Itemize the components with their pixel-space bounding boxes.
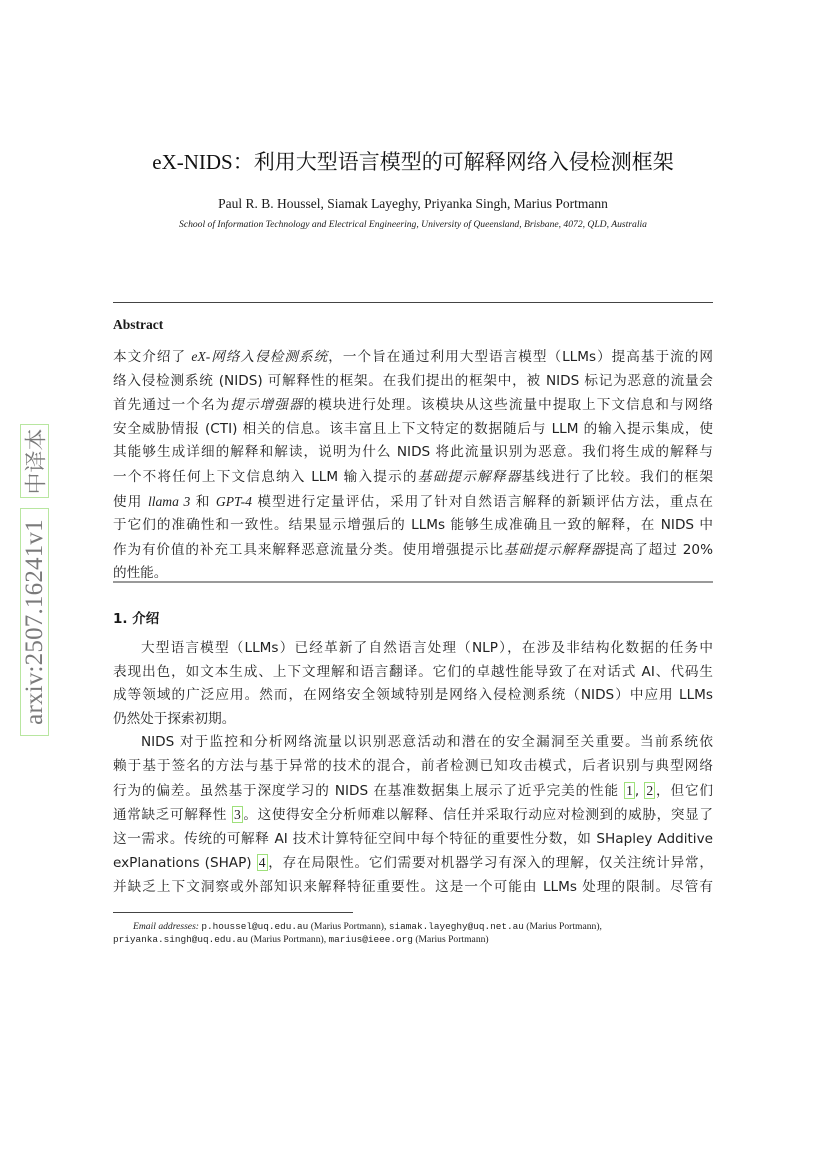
paper-title: eX-NIDS：利用大型语言模型的可解释网络入侵检测框架 <box>152 150 674 174</box>
abstract-line: 首先通过一个名为提示增强器的模块进行处理。该模块从这些流量中提取上下文信息和与网络 <box>113 397 714 414</box>
abstract-line: 一个不将任何上下文信息纳入 LLM 输入提示的基础提示解释器基线进行了比较。我们的框架 <box>113 468 714 485</box>
affiliation: School of Information Technology and Electrical Engineering, University of Queensland, Brisbane, 4072, QLD, Australia <box>179 219 647 230</box>
email-link[interactable]: p.houssel@uq.edu.au <box>201 921 309 932</box>
abstract-line: 络入侵检测系统 (NIDS) 可解释性的框架。在我们提出的框架中，被 NIDS 标记为恶意的流量会 <box>113 372 713 389</box>
email-link[interactable]: priyanka.singh@uq.edu.au <box>113 934 249 945</box>
email-link[interactable]: siamak.layeghy@uq.net.au <box>388 921 524 932</box>
translation-label: 中译本 <box>24 427 50 495</box>
abstract-line: 的性能。 <box>113 565 168 582</box>
translation-stamp[interactable] <box>20 424 49 498</box>
email-owner: (Marius Portmann) <box>415 934 489 945</box>
citation-link-4[interactable]: 4 <box>258 855 266 871</box>
intro-paragraph-1: 大型语言模型（LLMs）已经革新了自然语言处理（NLP），在涉及非结构化数据的任务中 表现出色，如文本生成、上下文理解和语言翻译。它们的卓越性能导致了在对话式 AI、代码生 成等领域的广泛应用。然而，在网络安全领域特别是网络入侵检测系统（NIDS）中应用 LLMs 仍然处于探索初期。 <box>113 640 713 727</box>
abstract-line: 使用 llama 3 和 GPT-4 模型进行定量评估，采用了针对自然语言解释的新颖评估方法，重点在 <box>113 493 713 510</box>
abstract-bottom-rule <box>113 581 713 583</box>
arxiv-id: arxiv:2507.16241v1 <box>20 519 48 725</box>
email-label: Email addresses: <box>133 921 199 932</box>
footnote-rule <box>113 912 353 913</box>
section-heading-introduction: 1. 介绍 <box>113 611 160 627</box>
abstract-line: 于它们的准确性和一致性。结果显示增强后的 LLMs 能够生成准确且一致的解释，在 NIDS 中 <box>113 517 713 534</box>
abstract-line: 作为有价值的补充工具来解释恶意流量分类。使用增强提示比基础提示解释器提高了超过 20% <box>113 541 714 558</box>
email-owner: (Marius Portmann), <box>526 921 602 932</box>
arxiv-id-stamp[interactable] <box>20 508 49 736</box>
email-owner: (Marius Portmann), <box>310 921 387 932</box>
abstract-line: 安全威胁情报 (CTI) 相关的信息。该丰富且上下文特定的数据随后与 LLM 的输入提示集成，使 <box>113 420 713 437</box>
email-link[interactable]: marius@ieee.org <box>328 934 413 945</box>
citation-link-1[interactable]: 1 <box>626 782 633 798</box>
introduction-body <box>113 637 713 900</box>
abstract-line: 其能够生成详细的解释和解读，说明为什么 NIDS 将此流量识别为恶意。我们将生成的解释与 <box>113 444 713 461</box>
author-list: Paul R. B. Houssel, Siamak Layeghy, Priyanka Singh, Marius Portmann <box>218 196 608 211</box>
email-footnote <box>113 920 713 946</box>
abstract-line: 本文介绍了 eX-网络入侵检测系统，一个旨在通过利用大型语言模型（LLMs）提高基于流的网 <box>113 349 713 365</box>
abstract-heading: Abstract <box>113 317 164 332</box>
abstract-top-rule <box>113 302 713 303</box>
email-owner: (Marius Portmann), <box>250 934 327 945</box>
citation-link-3[interactable]: 3 <box>233 807 241 823</box>
abstract-body <box>113 345 713 586</box>
intro-paragraph-2: NIDS 对于监控和分析网络流量以识别恶意活动和潜在的安全漏洞至关重要。当前系统依 赖于基于签名的方法与基于异常的技术的混合，前者检测已知攻击模式，后者识别与典型网络 行为的偏差。虽然基于深度学习的 NIDS 在基准数据集上展示了近乎完美的性能 1 , 2 ，但它们 通常缺乏可解释性 3 。这使得安全分析师难以解释、信任并采取行动应对检测到的威胁，突显了 这一需求。传统的可解释 AI 技术计算特征空间中每个特征的重要性分数，如 SHapley Additive exPlanations (SHAP) 4 ，存在局限性。它们需要对机器学习有深入的理解，仅关注统计异常， 并缺乏上下文洞察或外部知识来解释特征重要性。这是一个可能由 LLMs 处理的限制。尽管有 <box>113 734 714 895</box>
citation-link-2[interactable]: 2 <box>646 782 654 798</box>
